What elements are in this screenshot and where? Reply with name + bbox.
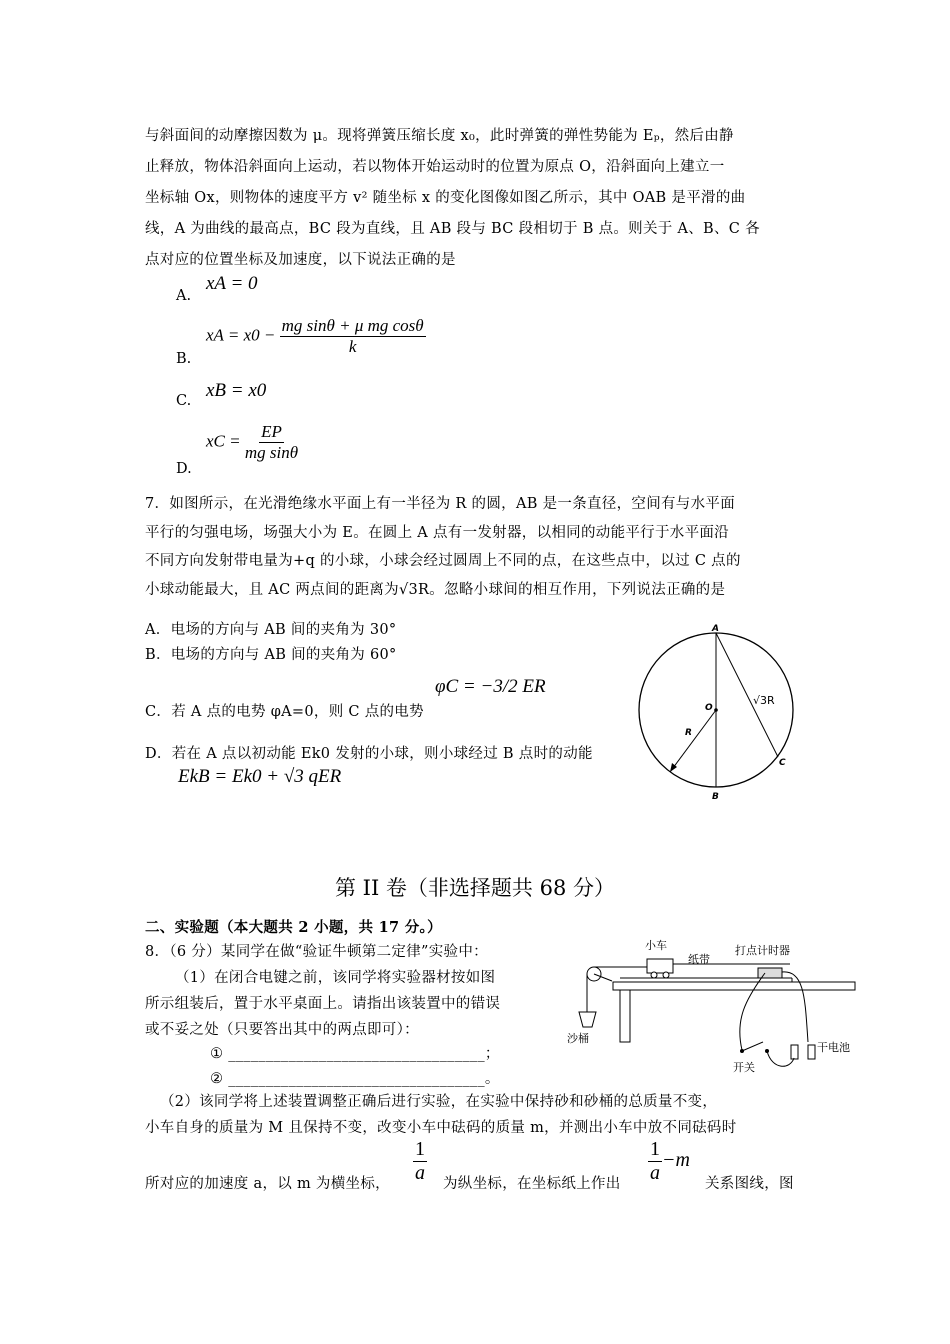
q8-line: 关系图线，图: [705, 1176, 794, 1192]
q8-line: 所示组装后，置于水平桌面上。请指出该装置中的错误: [145, 996, 501, 1012]
point-o-label: O: [705, 703, 713, 713]
q7-line: 小球动能最大，且 AC 两点间的距离为√3R。忽略小球间的相互作用，下列说法正确的是: [145, 582, 726, 598]
point-a-label: A: [712, 624, 719, 634]
q6-line: 线，A 为曲线的最高点，BC 段为直线，且 AB 段与 BC 段相切于 B 点。则关于 A、B、C 各: [145, 221, 760, 237]
denominator: k: [348, 337, 357, 356]
q8-line: 8．（6 分）某同学在做“验证牛顿第二定律”实验中：: [145, 944, 488, 960]
fraction-1-over-a: [413, 1138, 427, 1185]
battery-label: 干电池: [817, 1041, 850, 1054]
denominator: a: [415, 1162, 425, 1184]
numerator: mg sinθ + μ mg cosθ: [281, 316, 424, 335]
cart-label: 小车: [645, 939, 667, 952]
option-d-label: D.: [176, 461, 192, 477]
numerator: 1: [650, 1138, 660, 1160]
numerator: EP: [261, 422, 282, 441]
denominator: mg sinθ: [244, 443, 299, 462]
q7-line: 平行的匀强电场，场强大小为 E。在圆上 A 点有一发射器，以相同的动能平行于水平面沿: [145, 525, 729, 541]
point-b-label: B: [712, 792, 719, 802]
q8-line: 或不妥之处（只要答出其中的两点即可）：: [145, 1022, 419, 1038]
q8-line: 为纵坐标，在坐标纸上作出: [443, 1176, 621, 1192]
minus-m: −m: [662, 1149, 690, 1172]
q7-option-d: D．若在 A 点以初动能 Ek0 发射的小球，则小球经过 B 点时的动能: [145, 746, 593, 762]
point-c-label: C: [779, 758, 786, 768]
option-d-formula: [206, 422, 298, 463]
formula-lhs: xC =: [206, 431, 241, 451]
circle-diagram: [630, 620, 810, 810]
apparatus-diagram: [550, 930, 870, 1080]
ac-length-label: √3R: [753, 694, 775, 707]
q6-line: 点对应的位置坐标及加速度，以下说法正确的是: [145, 252, 456, 268]
answer-blank-1[interactable]: ① __________________________________；: [210, 1046, 500, 1062]
q6-line: 止释放，物体沿斜面向上运动，若以物体开始运动时的位置为原点 O，沿斜面向上建立一: [145, 159, 725, 175]
option-a-formula: xA = 0: [206, 273, 258, 294]
section-title: 第 II 卷（非选择题共 68 分）: [334, 876, 615, 900]
q7-option-c: C．若 A 点的电势 φA=0，则 C 点的电势: [145, 704, 424, 720]
switch-label: 开关: [733, 1061, 755, 1074]
q6-line: 与斜面间的动摩擦因数为 μ。现将弹簧压缩长度 x₀，此时弹簧的弹性势能为 Eₚ，然后由静: [145, 128, 734, 144]
tape-label: 纸带: [688, 953, 710, 966]
option-a-label: A.: [176, 288, 192, 304]
option-b-formula: [206, 316, 426, 357]
q7-formula-c: φC = −3/2 ER: [435, 676, 546, 697]
q7-line: 7．如图所示，在光滑绝缘水平面上有一半径为 R 的圆，AB 是一条直径，空间有与水平面: [145, 496, 735, 512]
numerator: 1: [415, 1138, 425, 1160]
denominator: a: [650, 1162, 660, 1184]
timer-label: 打点计时器: [735, 944, 790, 957]
radius-label: R: [685, 728, 692, 738]
q7-option-a: A．电场的方向与 AB 间的夹角为 30°: [145, 622, 397, 638]
q8-line: （1）在闭合电键之前，该同学将实验器材按如图: [175, 970, 496, 986]
bucket-label: 沙桶: [567, 1032, 589, 1045]
answer-blank-2[interactable]: ② __________________________________。: [210, 1071, 500, 1087]
q7-line: 不同方向发射带电量为+q 的小球，小球会经过圆周上不同的点，在这些点中，以过 C 点的: [145, 553, 741, 569]
q7-formula-d: EkB = Ek0 + √3 qER: [178, 766, 342, 787]
option-c-label: C.: [176, 393, 192, 409]
option-b-label: B.: [176, 351, 192, 367]
q8-line: 小车自身的质量为 M 且保持不变，改变小车中砝码的质量 m，并测出小车中放不同砝码时: [145, 1120, 737, 1136]
q8-line: （2）该同学将上述装置调整正确后进行实验，在实验中保持砂和砂桶的总质量不变，: [160, 1094, 718, 1110]
section-heading: 二、实验题（本大题共 2 小题，共 17 分。）: [145, 919, 442, 936]
fraction-1-over-a-minus-m: [648, 1138, 690, 1185]
option-c-formula: xB = x0: [206, 380, 267, 401]
q8-line: 所对应的加速度 a，以 m 为横坐标，: [145, 1176, 390, 1192]
q6-line: 坐标轴 Ox，则物体的速度平方 v² 随坐标 x 的变化图像如图乙所示，其中 OAB 是平滑的曲: [145, 190, 746, 206]
formula-lhs: xA = x0 −: [206, 325, 276, 345]
q7-option-b: B．电场的方向与 AB 间的夹角为 60°: [145, 647, 397, 663]
